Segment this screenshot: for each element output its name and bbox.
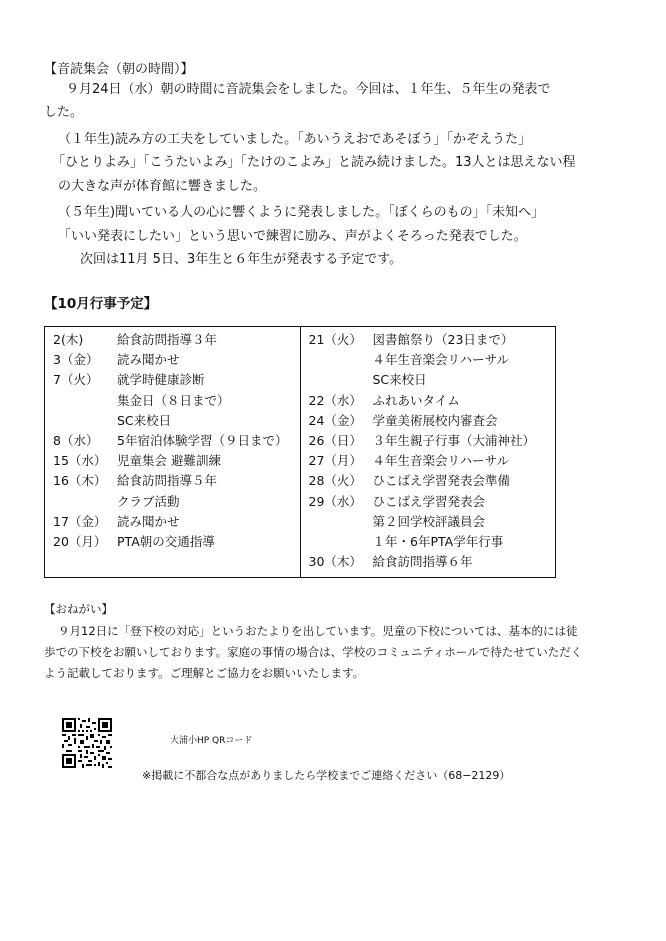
schedule-event: 読み聞かせ (117, 352, 180, 368)
schedule-date: 27（月） (308, 453, 362, 469)
schedule-event: ふれあいタイム (372, 392, 460, 408)
schedule-row (301, 551, 556, 571)
ondoku-line-6: （５年生)聞いている人の心に響くように発表しました。「ぼくらのもの」「未知へ」 (58, 205, 545, 220)
schedule-event: SC来校日 (117, 412, 172, 428)
ondoku-heading: 【音読集会（朝の時間）】 (44, 62, 194, 77)
schedule-event: ひこばえ学習発表会 (372, 493, 486, 509)
schedule-row (301, 470, 556, 490)
schedule-date: 2(木) (53, 332, 84, 348)
schedule-row (301, 390, 556, 410)
schedule-row (301, 369, 556, 389)
qr-code-label: 大浦小HP QRコード (170, 736, 253, 746)
schedule-event: PTA朝の交通指導 (117, 533, 215, 549)
ondoku-line-8: 次回は11月 5日、3年生と６年生が発表する予定です。 (80, 252, 403, 267)
schedule-date: 17（金） (53, 513, 107, 529)
onegai-heading: 【おねがい】 (44, 602, 113, 616)
schedule-date: 8（水） (53, 433, 99, 449)
schedule-date: 15（水） (53, 453, 107, 469)
ondoku-line-4: 「ひとりよみ」「こうたいよみ」「たけのこよみ」と読み続けました。13人とは思えない程 (52, 155, 576, 170)
schedule-row (45, 511, 300, 531)
schedule-row (45, 349, 300, 369)
onegai-line-3: よう記載しております。ご理解とご協力をお願いいたします。 (44, 666, 365, 680)
onegai-line-2: 歩での下校をお願いしております。家庭の事情の場合は、学校のコミュニティホールで待たせていただく (44, 645, 583, 659)
schedule-date: 7（火） (53, 372, 99, 388)
schedule-date: 28（火） (308, 473, 362, 489)
schedule-event: ひこばえ学習発表会準備 (372, 473, 511, 489)
schedule-event: 給食訪問指導３年 (117, 332, 218, 348)
schedule-row (301, 430, 556, 450)
schedule-event: 集金日（８日まで） (117, 392, 230, 408)
schedule-event: 第２回学校評議員会 (372, 513, 486, 529)
schedule-event: ４年生音楽会リハーサル (372, 453, 510, 469)
schedule-event: 就学時健康診断 (117, 372, 205, 388)
schedule-event: 給食訪問指導５年 (117, 473, 218, 489)
onegai-line-1: ９月12日に「登下校の対応」というおたよりを出しています。児童の下校については、基本的には徒 (58, 624, 578, 638)
schedule-row (45, 491, 300, 511)
schedule-event: 学童美術展校内審査会 (372, 412, 498, 428)
ondoku-line-1: ９月24日（水）朝の時間に音読集会をしました。今回は、１年生、５年生の発表で (66, 82, 551, 97)
schedule-date: 20（月） (53, 533, 107, 549)
schedule-row (45, 410, 300, 430)
schedule-right-column (300, 327, 556, 578)
schedule-row (45, 390, 300, 410)
schedule-table (44, 326, 556, 578)
schedule-row (301, 511, 556, 531)
schedule-left-column (45, 327, 301, 578)
schedule-row (301, 531, 556, 551)
ondoku-line-7: 「いい発表にしたい」という思いで練習に励み、声がよくそろった発表でした。 (58, 229, 527, 244)
schedule-row (301, 329, 556, 349)
schedule-row (301, 349, 556, 369)
schedule-row (45, 430, 300, 450)
schedule-event: 図書館祭り（23日まで） (372, 332, 514, 348)
schedule-event: クラブ活動 (117, 493, 180, 509)
schedule-date: 29（水） (308, 493, 362, 509)
schedule-date: 21（火） (308, 332, 362, 348)
schedule-date: 22（水） (308, 392, 362, 408)
schedule-heading: 【10月行事予定】 (44, 296, 158, 312)
schedule-row (45, 369, 300, 389)
schedule-event: 給食訪問指導６年 (372, 554, 473, 570)
schedule-row (301, 410, 556, 430)
ondoku-line-2: した。 (44, 105, 84, 120)
ondoku-line-5: の大きな声が体育館に響きました。 (58, 179, 267, 194)
schedule-row (45, 531, 300, 551)
schedule-row (301, 450, 556, 470)
schedule-event: ３年生親子行事（大浦神社） (372, 433, 536, 449)
schedule-event: 5年宿泊体験学習（９日まで） (117, 433, 288, 449)
schedule-date: 26（日） (308, 433, 362, 449)
schedule-event: ４年生音楽会リハーサル (372, 352, 510, 368)
schedule-date: 30（木） (308, 554, 362, 570)
qr-code-icon[interactable] (62, 718, 112, 768)
schedule-date: 16（木） (53, 473, 107, 489)
schedule-event: SC来校日 (372, 372, 427, 388)
schedule-event: 読み聞かせ (117, 513, 180, 529)
schedule-date: 24（金） (308, 412, 362, 428)
contact-notice: ※掲載に不都合な点がありましたら学校までご連絡ください（68−2129） (142, 769, 511, 782)
schedule-row (301, 491, 556, 511)
schedule-event: １年・6年PTA学年行事 (372, 533, 504, 549)
schedule-date: 3（金） (53, 352, 99, 368)
schedule-event: 児童集会 避難訓練 (117, 453, 221, 469)
schedule-row (45, 329, 300, 349)
ondoku-line-3: （１年生)読み方の工夫をしていました。「あいうえおであそぼう」「かぞえうた」 (58, 132, 531, 147)
schedule-row (45, 450, 300, 470)
schedule-row (45, 470, 300, 490)
